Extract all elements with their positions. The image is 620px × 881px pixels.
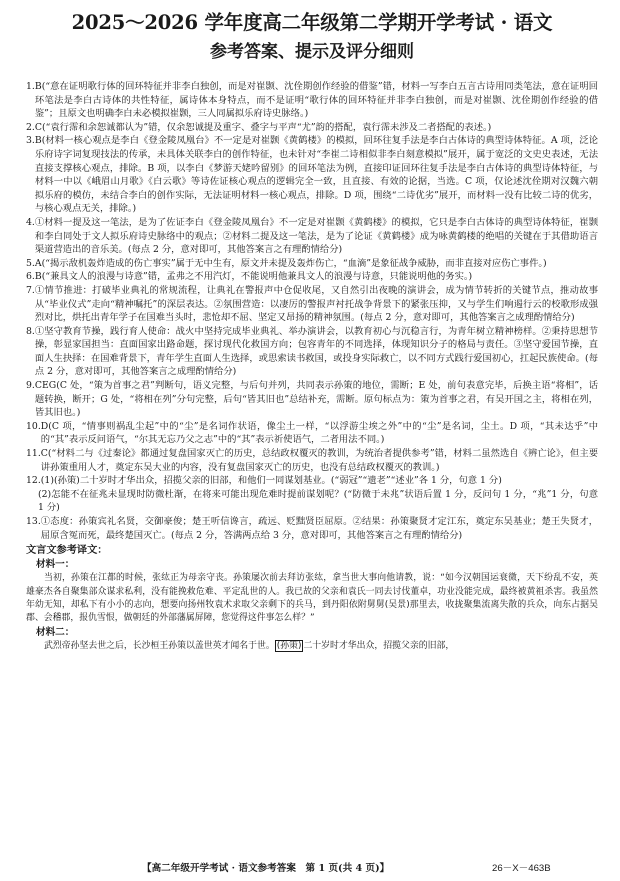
- answer-text: ①情节推进：打破毕业典礼的常规流程，让典礼在警报声中仓促收尾，又自然引出夜晚的演讲会，成为情节转折的关键节点，推动故事从“毕业仪式”走向“精神嘱托”的深层表达。②氛围营造：以凄厉的警报声衬托战争背景下的紧张压抑，又与学生们响遏行云的校歌形成强烈对比，烘托出青年学子在国难当头时，悲怆却不屈、坚定又昂扬的精神氛围。(每点 2 分，意对即可，其他答案言之成理酌情给分): [34, 284, 598, 324]
- answer-item: [26, 270, 598, 284]
- answer-list: [26, 80, 598, 653]
- answer-text: B(“意在证明歌行体的回环特征并非李白独创，而是对崔颢、沈佺期创作经验的借鉴”错，材料一写李白五言古诗用同类笔法，意在证明回环笔法是李白古诗体的共性特征，属诗体本身特点，而不是证明“歌行体的回环特征并非李白独创，而是对崔颢、沈佺期创作经验的借鉴”；且原文也明确李白未必模拟崔颢，三人同属拟乐府诗史脉络。): [34, 81, 598, 120]
- answer-text: C(“材料二与《过秦论》都通过复盘国家灭亡的历史，总结政权覆灭的教训，为统治者提供参考”错，材料二虽然选自《辨亡论》，但主要讲孙策重用人才，奠定东吴大业的内容，没有复盘国家灭亡的历史，也没有总结政权覆灭的教训。): [40, 448, 598, 473]
- answer-item: [26, 515, 598, 542]
- answer-text: A(“揭示敌机轰炸造成的伤亡事实”属于无中生有，原文并未提及轰炸伤亡，“血滴”是象征战争威胁，而非直接对应伤亡事件。): [34, 257, 547, 269]
- answer-text: D(C 项，“情事则祸乱尘起”中的“尘”是名词作状语，像尘土一样，“以浮游尘埃之外”中的“尘”是名词，尘土。D 项，“其未达乎”中的“其”表示反问语气，“尔其无忘乃父之志”中的“其”表示祈使语气，二者用法不同。): [40, 420, 598, 446]
- material-two-text-start: 武烈帝孙坚去世之后，长沙桓王孙策以盖世英才闻名于世。: [44, 640, 275, 651]
- answer-number: 13.: [26, 516, 41, 527]
- answer-item: [26, 474, 598, 488]
- answer-number: 1.: [26, 81, 35, 92]
- material-one-label: 材料一：: [36, 559, 75, 571]
- material-one-translation: 当初，孙策在江都的时候，张纮正为母亲守丧。孙策屡次前去拜访张纮，拿当世大事向他请教，说：“如今汉朝国运衰微，天下纷乱不安，英雄豪杰各自聚集部众谋求私利，没有能挽救危难、平定乱世的人。我已故的父亲和袁氏一同去讨伐董卓，功业没能完成，最终被黄祖杀害。我虽然年幼无知，却私下有小小的志向，想要向扬州牧袁术求取父亲剩下的兵马，到丹阳依附舅舅(吴景)那里去，收拢聚集流离失散的兵众，向东占据吴郡、会稽郡，报仇雪恨，做朝廷的外部藩属屏障，您觉得这件事怎么样？”: [26, 573, 598, 624]
- answer-number: 7.: [26, 284, 35, 296]
- material-two-translation: [26, 640, 598, 653]
- answer-item: [26, 257, 598, 271]
- answer-text: B(材料一核心观点是李白《登金陵凤凰台》不一定是对崔颢《黄鹤楼》的模拟，回环往复手法是李白古体诗的典型诗体特征。A 项，泛论乐府诗字词复现技法的传承，未具体关联李白的创作特征，也未针对“李崔二诗相似非李白刻意模拟”展开，属于宽泛的文史史表述，无法直接支撑核心观点，排除。B 项，以李白《梦游天姥吟留别》的回环笔法为例，直接印证回环往复手法是李白古体诗的典型诗体特征，与材料一中以《峨眉山月歌》《白云歌》等诗佐证核心观点的逻辑完全一致，且直接、有效的论据，当选。C 项，仅论述沈佺期对汉魏六朝拟乐府的模仿，未结合李白的创作实际，无法证明材料一核心观点，排除。D 项，围绕“二诗优劣”展开，而材料一没有比较二诗的优劣，与核心观点无关，排除。): [34, 135, 598, 215]
- answer-number: 8.: [26, 325, 35, 337]
- answer-item: [26, 216, 598, 257]
- answer-text: CEG(C 处，“策为首事之君”判断句，语义完整，与后句并列，共同表示孙策的地位，需断；E 处，前句表意完毕，后换主语“将相”，话题转换，断开；G 处，“将相在列”分句完整，后句“皆其旧也”总结补充，需断。原句标点为：策为首事之君，有吴开国之主，将相在列，皆其旧也。): [34, 380, 598, 419]
- answer-item: [26, 134, 598, 216]
- boxed-annotation: (孙策): [276, 640, 302, 651]
- answer-number: 4.: [26, 216, 35, 228]
- answer-text: C(“袁行霈和余恕诚都认为”错，仅余恕诚提及重字、叠字与平声“尤”韵的搭配，袁行霈未涉及二者搭配的表述。): [34, 121, 492, 133]
- footer-page-info: 【高二年级开学考试 · 语文参考答案 第 1 页(共 4 页)】: [142, 863, 390, 874]
- answer-item: [26, 325, 598, 379]
- answer-number: 11.: [26, 448, 41, 460]
- answer-text: ①坚守教育节操，践行育人使命：战火中坚持完成毕业典礼、举办演讲会，以教育初心与沉稳言行，为青年树立精神榜样。②秉持思想节操，彰显家国担当：直面国家出路命题，探讨现代化救国方向；包容青年的不同选择，体现知识分子的格局与责任。③坚守爱国节操，直面人生抉择：在国难背景下，青年学生直面人生选择，或思索读书救国，或投身实际救亡，以不同方式践行爱国初心，扛起民族使命。(每点 2 分，意对即可，其他答案言之成理酌情给分): [34, 325, 598, 378]
- answer-number: 6.: [26, 271, 35, 283]
- page-title: 2025～2026 学年度高二年级第二学期开学考试 · 语文: [71, 11, 553, 34]
- answer-item: [26, 121, 598, 135]
- answer-number: 3.: [26, 135, 35, 147]
- answer-item: [26, 379, 598, 420]
- answer-number: 9.: [26, 380, 35, 392]
- translation-heading: 文言文参考译文：: [26, 544, 108, 557]
- answer-text: ①材料一提及这一笔法，是为了佐证李白《登金陵凤凰台》不一定是对崔颢《黄鹤楼》的模拟，它只是李白古体诗的典型诗体特征，崔颢和李白同处于文人拟乐府诗史脉络中的观点；②材料二提及这一笔法，是为了论证《黄鹤楼》成为咏黄鹤楼的绝唱的关键在于其借助语言渠道营造出的音乐美。(每点 2 分，意对即可，其他答案言之有理酌情给分): [34, 216, 598, 256]
- answer-number: 5.: [26, 257, 35, 269]
- material-two-label: 材料二：: [36, 626, 75, 638]
- page-subtitle: 参考答案、提示及评分细则: [210, 42, 414, 62]
- answer-number: 10.: [26, 420, 41, 432]
- answer-text: (1)(孙策)二十岁时才华出众，招揽父亲的旧部，和他们一同谋划基业。(“弱冠”“遗老”“述业”各 1 分，句意 1 分): [40, 475, 502, 487]
- footer-code: 26－X－463B: [492, 863, 551, 874]
- answer-item: [26, 284, 598, 325]
- answer-text: ①态度：孙策宾礼名贤，交御豪俊；楚王听信谗言，疏远、贬黜贤臣屈原。②结果：孙策聚贤才定江东，奠定东吴基业；楚王失贤才，屈原含冤而死，最终楚国灭亡。(每点 2 分，答满两点给 3 分，意对即可，其他答案言之有理酌情给分): [40, 516, 598, 541]
- page: [26, 10, 598, 653]
- answer-item: [26, 447, 598, 474]
- answer-text: B(“兼具文人的浪漫与诗意”错，孟弗之不用汽灯，不能说明他兼具文人的浪漫与诗意，只能说明他的务实。): [34, 271, 473, 283]
- answer-number: 2.: [26, 121, 35, 133]
- answer-number: 12.: [26, 475, 41, 487]
- material-two-text-end: 二十岁时才华出众，招揽父亲的旧部，: [303, 640, 455, 651]
- answer-subpart: (2)怎能不在征兆未显现时防微杜渐，在将来可能出现危难时提前谋划呢？(“防微于未兆”状语后置 1 分，反问句 1 分，“兆”1 分，句意 1 分): [38, 488, 598, 514]
- answer-item: [26, 420, 598, 447]
- answer-item: [26, 80, 598, 121]
